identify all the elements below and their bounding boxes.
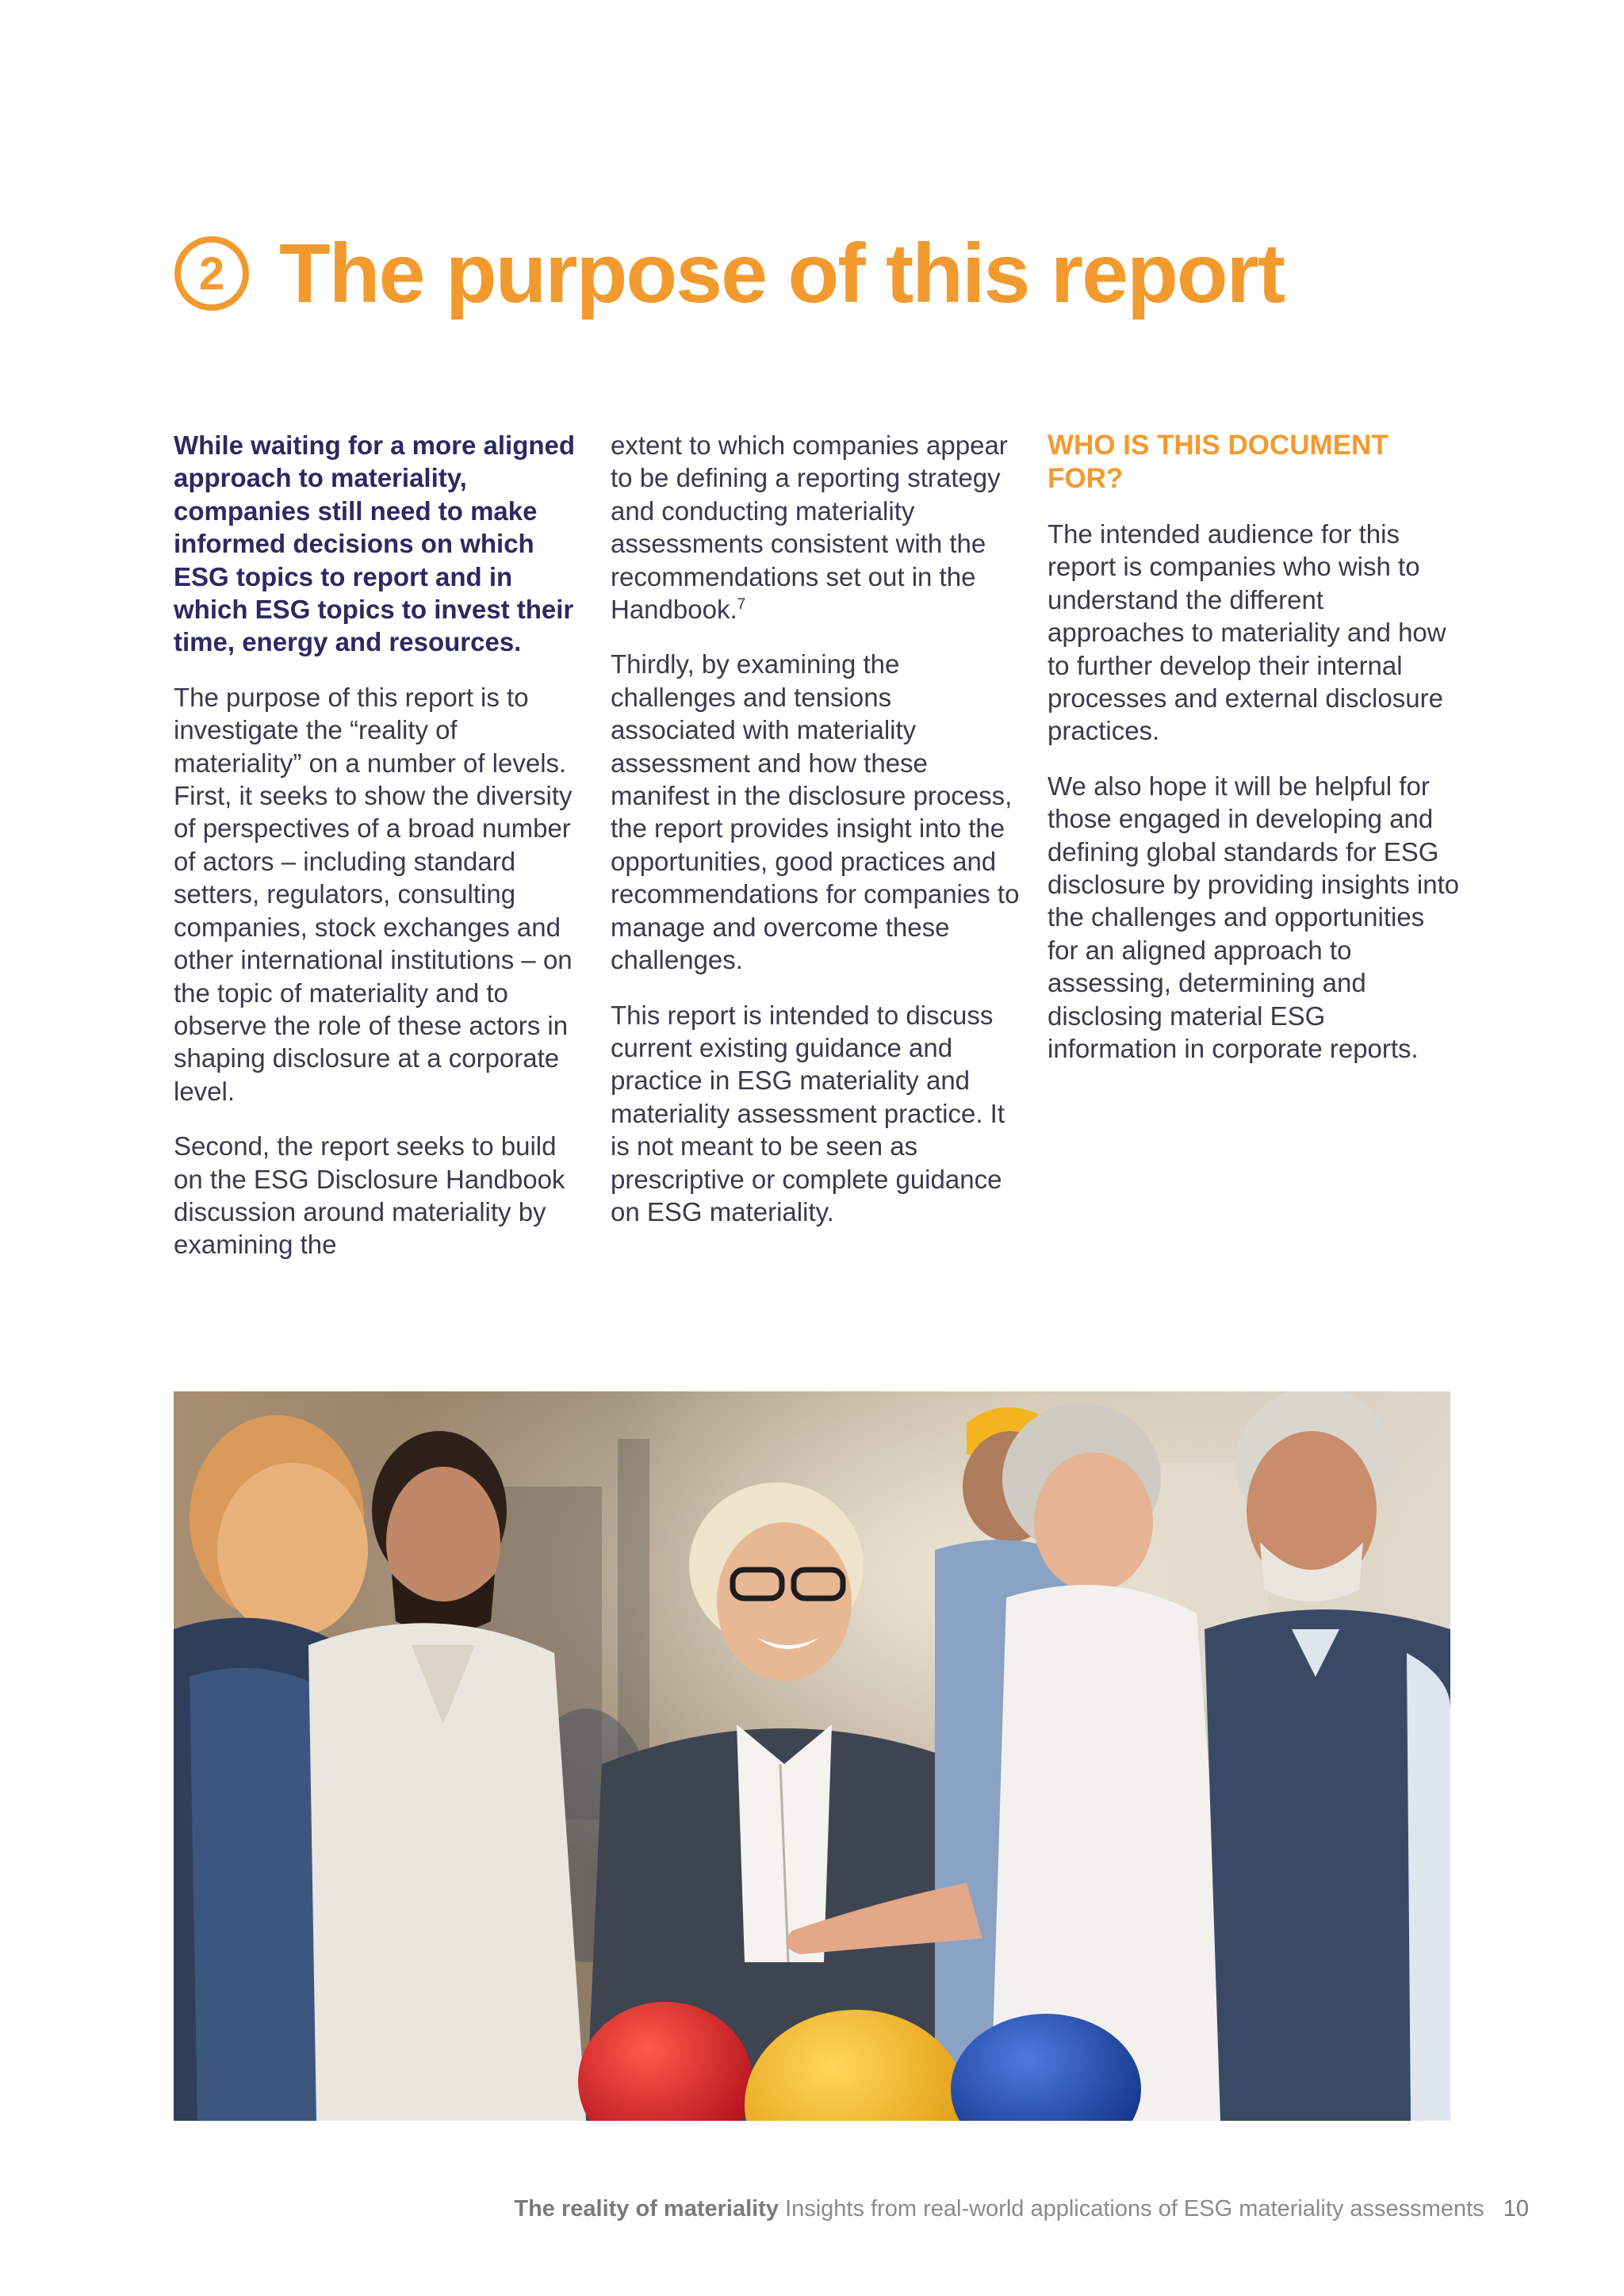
body-paragraph: Second, the report seeks to build on the ESG Disclosure Handbook discussion around materiality by examining the	[174, 1131, 565, 1260]
photo-illustration	[174, 1391, 1450, 2121]
body-paragraph-text: extent to which companies appear to be defining a reporting strategy and conducting materiality assessments consistent with the recommendations set out in the Handbook.	[611, 430, 1008, 625]
section-number-badge	[174, 236, 249, 311]
team-meeting-photo	[174, 1391, 1450, 2121]
text-column-3	[1048, 429, 1460, 1088]
body-paragraph: Thirdly, by examining the challenges and tensions associated with materiality assessment and how these manifest in the disclosure process, the report provides insight into the opportunities, good practices and recommendations for companies to manage and overcome these challenges.	[611, 649, 1020, 975]
body-paragraph: The intended audience for this report is companies who wish to understand the different approaches to materiality and how to further develop their internal processes and external disclosure practices.	[1048, 519, 1446, 746]
footer-report-name: The reality of materiality	[514, 2196, 779, 2221]
section-heading	[174, 227, 1285, 320]
body-paragraph	[611, 429, 1023, 626]
section-number: 2	[198, 247, 225, 300]
body-paragraph: The purpose of this report is to investigate the “reality of materiality” on a number of levels. First, it seeks to show the diversity of perspectives of a broad number of actors – including standard setters, regulators, consulting companies, stock exchanges and other international institutions – on the topic of materiality and to observe the role of these actors in shaping disclosure at a corporate level.	[174, 682, 573, 1106]
page-number: 10	[1503, 2196, 1529, 2221]
page-footer	[514, 2196, 1529, 2222]
page-title: The purpose of this report	[279, 227, 1285, 320]
lead-paragraph: While waiting for a more aligned approach to materiality, companies still need to make informed decisions on which ESG topics to report and in which ESG topics to invest their time, energy and resources.	[174, 430, 576, 657]
body-paragraph: We also hope it will be helpful for those engaged in developing and defining global standards for ESG disclosure by providing insights into the challenges and opportunities for an aligned approach to assessing, determining and disclosing material ESG information in corporate reports.	[1048, 771, 1460, 1064]
text-column-1	[174, 429, 586, 1284]
footnote-marker[interactable]: 7	[737, 596, 746, 614]
audience-subheading: WHO IS THIS DOCUMENT FOR?	[1048, 430, 1388, 494]
text-column-2	[611, 429, 1023, 1250]
body-paragraph: This report is intended to discuss current existing guidance and practice in ESG materiality and materiality assessment practice. It is not meant to be seen as prescriptive or complete guidance on ESG materiality.	[611, 1000, 1005, 1226]
footer-subtitle: Insights from real-world applications of ESG materiality assessments	[785, 2196, 1484, 2221]
